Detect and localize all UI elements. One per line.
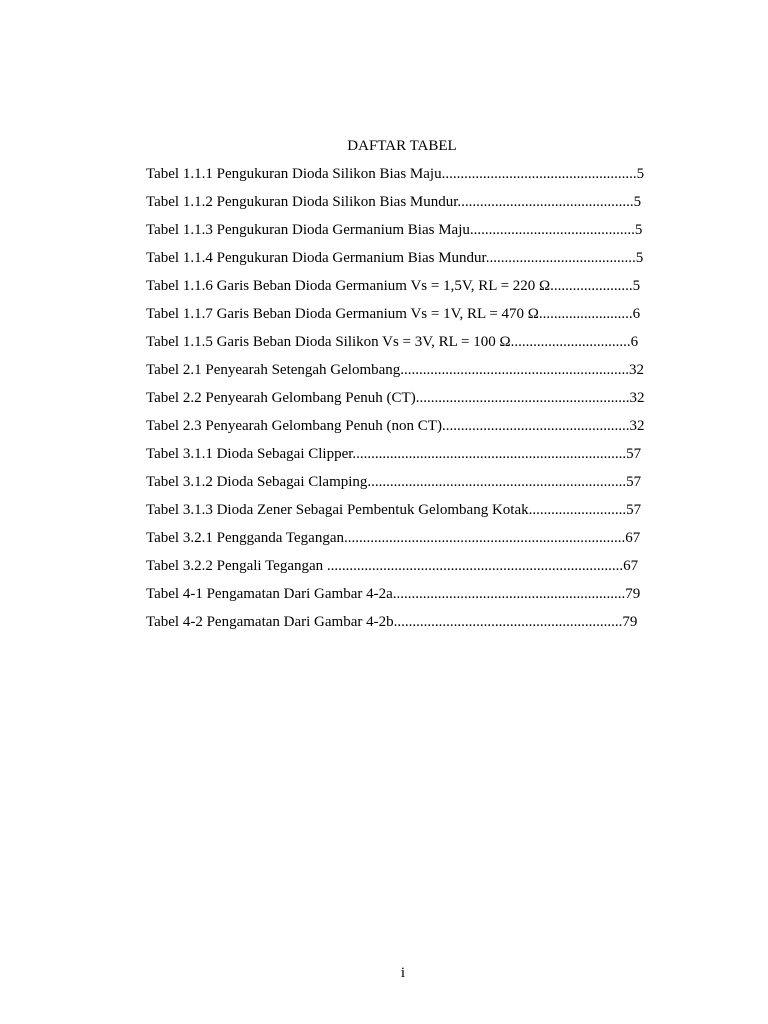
toc-entry: Tabel 1.1.4 Pengukuran Dioda Germanium Bias Mundur........................................5 [146,250,644,266]
toc-entry: Tabel 1.1.6 Garis Beban Dioda Germanium Vs = 1,5V, RL = 220 Ω......................5 [146,278,641,294]
toc-entry: Tabel 3.1.1 Dioda Sebagai Clipper.........................................................................57 [146,446,642,462]
toc-entry: Tabel 1.1.7 Garis Beban Dioda Germanium Vs = 1V, RL = 470 Ω.........................6 [146,306,641,322]
toc-entry: Tabel 3.1.3 Dioda Zener Sebagai Pembentuk Gelombang Kotak..........................57 [146,502,642,518]
toc-entry: Tabel 2.1 Penyearah Setengah Gelombang.............................................................32 [146,362,645,378]
page-title: DAFTAR TABEL [347,138,457,154]
toc-entry: Tabel 4-2 Pengamatan Dari Gambar 4-2b.............................................................79 [146,614,638,630]
toc-entry: Tabel 3.2.2 Pengali Tegangan ...............................................................................67 [146,558,639,574]
toc-entry: Tabel 1.1.3 Pengukuran Dioda Germanium Bias Maju............................................5 [146,222,643,238]
toc-entry: Tabel 3.2.1 Pengganda Tegangan...........................................................................67 [146,530,641,546]
toc-entry: Tabel 2.3 Penyearah Gelombang Penuh (non CT)..................................................32 [146,418,645,434]
toc-entry: Tabel 3.1.2 Dioda Sebagai Clamping.....................................................................57 [146,474,642,490]
toc-entry: Tabel 1.1.5 Garis Beban Dioda Silikon Vs = 3V, RL = 100 Ω................................6 [146,334,639,350]
page-number: i [400,965,406,981]
toc-entry: Tabel 1.1.1 Pengukuran Dioda Silikon Bias Maju....................................................5 [146,166,645,182]
toc-entry: Tabel 4-1 Pengamatan Dari Gambar 4-2a..............................................................79 [146,586,641,602]
table-of-contents-list [146,165,658,641]
toc-entry: Tabel 2.2 Penyearah Gelombang Penuh (CT).........................................................32 [146,390,645,406]
toc-entry: Tabel 1.1.2 Pengukuran Dioda Silikon Bias Mundur...............................................5 [146,194,642,210]
